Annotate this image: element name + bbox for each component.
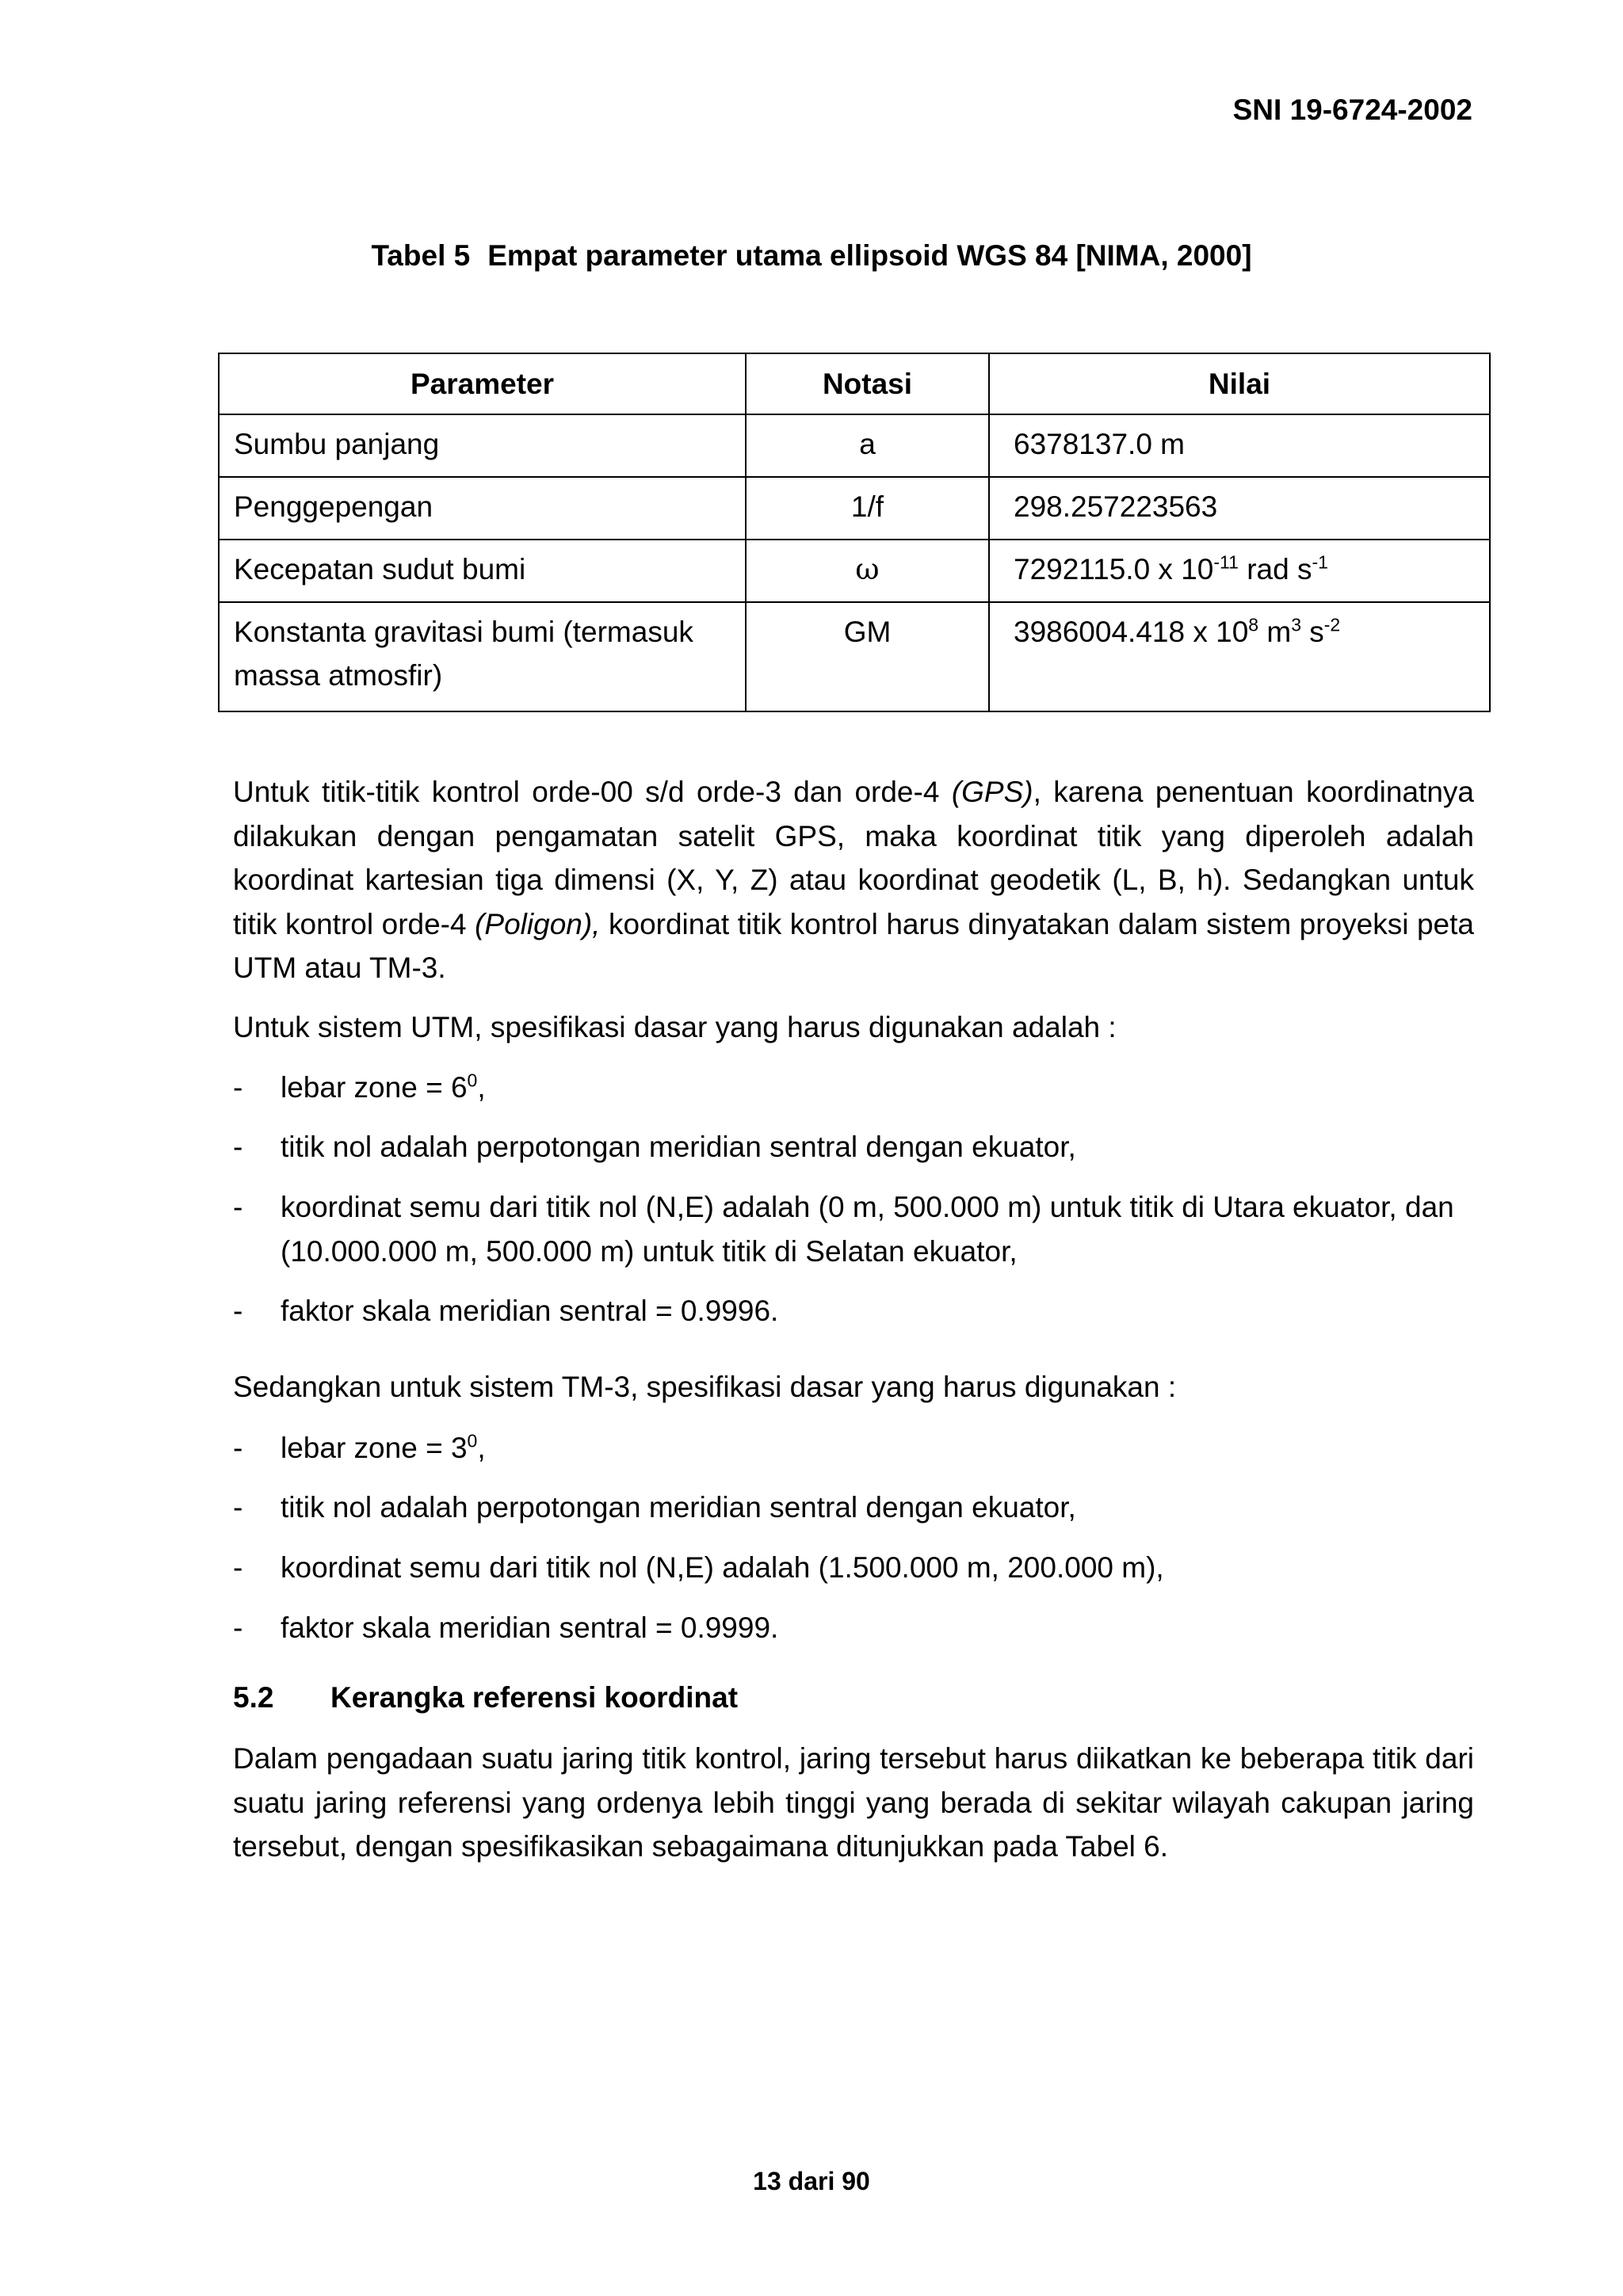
table-caption-number: Tabel 5	[371, 239, 471, 272]
nilai-base: 7292115.0 x 10	[1014, 553, 1214, 585]
cell-notasi: ω	[746, 540, 989, 602]
list-item-text: faktor skala meridian sentral = 0.9999.	[281, 1611, 779, 1644]
section-number: 5.2	[233, 1681, 274, 1714]
list-item-text: titik nol adalah perpotongan meridian sentral dengan ekuator,	[281, 1131, 1076, 1163]
table-row	[219, 477, 1490, 540]
nilai-unit: rad s	[1238, 553, 1312, 585]
nilai-unit-exponent: 3	[1291, 614, 1301, 635]
cell-notasi: 1/f	[746, 477, 989, 540]
table-row	[219, 414, 1490, 477]
list-item	[233, 1606, 1474, 1650]
list-item	[233, 1546, 1474, 1590]
cell-parameter: Penggepengan	[219, 477, 746, 540]
cell-notasi: GM	[746, 602, 989, 711]
nilai-unit-exponent: -1	[1312, 551, 1328, 573]
paragraph-text: , karena penentuan koordinatnya dilakukan dengan pengamatan satelit GPS, maka koordinat titik yang diperoleh adalah koordinat kartesian tiga dimensi (X, Y, Z) atau koordinat geodetik (L, B, h). Sedangkan untuk titik kontrol orde-4	[233, 776, 1474, 940]
paragraph-text: Untuk titik-titik kontrol orde-00 s/d orde-3 dan orde-4	[233, 776, 952, 808]
table-row	[219, 540, 1490, 602]
cell-parameter: Konstanta gravitasi bumi (termasuk massa atmosfir)	[219, 602, 746, 711]
ellipsoid-parameter-table	[218, 353, 1491, 712]
nilai-base: 3986004.418 x 10	[1014, 616, 1249, 648]
table-header-row	[219, 353, 1490, 414]
nilai-exponent: -11	[1213, 551, 1239, 573]
bullet-dash: -	[233, 1191, 243, 1223]
zone-end: ,	[477, 1432, 486, 1464]
poligon-emphasis: (Poligon),	[475, 907, 601, 940]
utm-intro: Untuk sistem UTM, spesifikasi dasar yang harus digunakan adalah :	[233, 1011, 1117, 1043]
header-nilai: Nilai	[989, 353, 1490, 414]
header-parameter: Parameter	[219, 353, 746, 414]
bullet-dash: -	[233, 1295, 243, 1327]
gps-emphasis: (GPS)	[951, 776, 1033, 808]
list-item-text	[281, 1066, 1474, 1110]
list-item-text	[281, 1426, 1474, 1470]
cell-nilai: 298.257223563	[989, 477, 1490, 540]
list-item-text: titik nol adalah perpotongan meridian sentral dengan ekuator,	[281, 1491, 1076, 1524]
list-item	[233, 1185, 1474, 1273]
bullet-dash: -	[233, 1071, 243, 1104]
standard-code: SNI 19-6724-2002	[1232, 93, 1472, 126]
cell-nilai: 6378137.0 m	[989, 414, 1490, 477]
nilai-unit: m	[1258, 616, 1292, 648]
degree-sup: 0	[467, 1430, 478, 1451]
zone-text: lebar zone = 6	[281, 1071, 468, 1104]
bullet-dash: -	[233, 1432, 243, 1464]
cell-nilai	[989, 540, 1490, 602]
tm3-intro: Sedangkan untuk sistem TM-3, spesifikasi dasar yang harus digunakan :	[233, 1371, 1177, 1403]
cell-nilai	[989, 602, 1490, 711]
nilai-unit-exponent: -2	[1323, 614, 1341, 635]
section-heading	[233, 1681, 738, 1714]
list-item-text: koordinat semu dari titik nol (N,E) adalah (1.500.000 m, 200.000 m),	[281, 1551, 1164, 1584]
cell-parameter: Kecepatan sudut bumi	[219, 540, 746, 602]
zone-end: ,	[477, 1071, 486, 1104]
bullet-dash: -	[233, 1491, 243, 1524]
zone-text: lebar zone = 3	[281, 1432, 468, 1464]
degree-sup: 0	[467, 1070, 478, 1091]
bullet-dash: -	[233, 1551, 243, 1584]
header-notasi: Notasi	[746, 353, 989, 414]
cell-parameter: Sumbu panjang	[219, 414, 746, 477]
table-caption-text: Empat parameter utama ellipsoid WGS 84 [NIMA, 2000]	[487, 239, 1252, 272]
table-row	[219, 602, 1490, 711]
list-item-text: faktor skala meridian sentral = 0.9996.	[281, 1295, 779, 1327]
section-body: Dalam pengadaan suatu jaring titik kontrol, jaring tersebut harus diikatkan ke beberapa titik dari suatu jaring referensi yang ordenya lebih tinggi yang berada di sekitar wilayah cakupan jaring tersebut, dengan spesifikasikan sebagaimana ditunjukkan pada Tabel 6.	[233, 1742, 1474, 1863]
list-item	[233, 1486, 1474, 1530]
paragraph-gps-poligon	[233, 770, 1474, 990]
list-item	[233, 1066, 1474, 1110]
bullet-dash: -	[233, 1131, 243, 1163]
list-item	[233, 1125, 1474, 1169]
section-title: Kerangka referensi koordinat	[330, 1681, 739, 1714]
paragraph-text: koordinat titik kontrol harus dinyatakan dalam sistem proyeksi peta UTM atau TM-3.	[233, 907, 1474, 984]
table-caption	[0, 239, 1623, 273]
nilai-unit: s	[1300, 616, 1324, 648]
nilai-exponent: 8	[1248, 614, 1259, 635]
page-number: 13 dari 90	[753, 2167, 870, 2195]
list-item	[233, 1289, 1474, 1333]
list-item	[233, 1426, 1474, 1470]
bullet-dash: -	[233, 1611, 243, 1644]
list-item-text: koordinat semu dari titik nol (N,E) adalah (0 m, 500.000 m) untuk titik di Utara ekuator, dan (10.000.000 m, 500.000 m) untuk titik di Selatan ekuator,	[281, 1191, 1454, 1268]
cell-notasi: a	[746, 414, 989, 477]
